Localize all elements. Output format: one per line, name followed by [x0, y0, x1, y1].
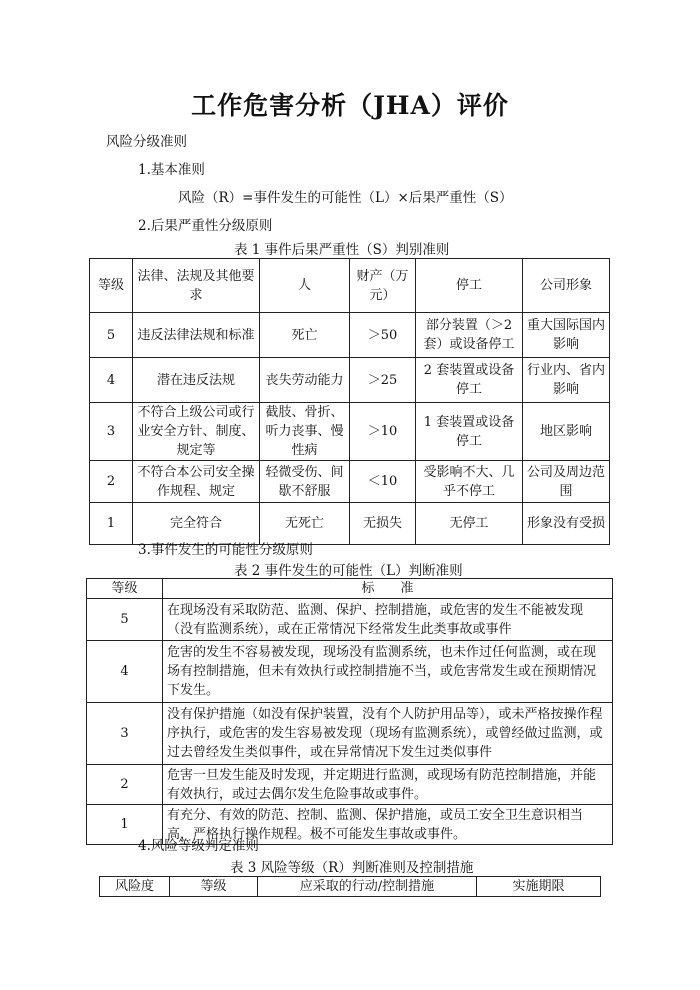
cell-stop: 受影响不大、几乎不停工 — [416, 461, 523, 503]
cell-person: 丧失劳动能力 — [260, 358, 350, 403]
section-2-label: 2.后果严重性分级原则 — [138, 218, 273, 234]
cell-criteria: 危害的发生不容易被发现，现场没有监测系统，也未作过任何监测，或在现场有控制措施，但未有效执行或控制措施不当，或危害常发生或在预期情况下发生。 — [163, 641, 613, 703]
cell-image: 行业内、省内影响 — [523, 358, 610, 403]
cell-grade: 5 — [87, 599, 163, 641]
cell-criteria: 危害一旦发生能及时发现，并定期进行监测，或现场有防范控制措施，并能有效执行，或过去偶尔发生危险事故或事件。 — [163, 765, 613, 805]
table-row — [90, 461, 610, 503]
section-4-label: 4.风险等级判定准则 — [138, 838, 259, 854]
cell-grade: 2 — [87, 765, 163, 805]
cell-image: 公司及周边范围 — [523, 461, 610, 503]
section-3-label: 3.事件发生的可能性分级原则 — [138, 542, 313, 558]
cell-criteria: 没有保护措施（如没有保护装置，没有个人防护用品等），或未严格按操作程序执行，或危害的发生容易被发现（现场有监测系统），或曾经做过监测，或过去曾经发生类似事件，或在异常情况下发生过类似事件 — [163, 703, 613, 765]
table-header-row — [100, 877, 601, 897]
cell-law: 不符合上级公司或行业安全方针、制度、规定等 — [133, 403, 260, 461]
header-deadline: 实施期限 — [477, 877, 601, 897]
table-1-caption: 表 1 事件后果严重性（S）判别准则 — [234, 242, 450, 258]
cell-image: 形象没有受损 — [523, 503, 610, 545]
cell-property: ＞25 — [350, 358, 416, 403]
header-grade: 等级 — [90, 259, 133, 313]
cell-grade: 3 — [90, 403, 133, 461]
cell-grade: 1 — [87, 805, 163, 845]
risk-grade-table — [99, 876, 601, 897]
cell-criteria: 有充分、有效的防范、控制、监测、保护措施，或员工安全卫生意识相当高，严格执行操作规程。极不可能发生事故或事件。 — [163, 805, 613, 845]
header-law: 法律、法规及其他要求 — [133, 259, 260, 313]
cell-grade: 3 — [87, 703, 163, 765]
cell-person: 死亡 — [260, 313, 350, 358]
table-row — [90, 313, 610, 358]
header-criteria: 标 准 — [163, 579, 613, 599]
section-heading: 风险分级准则 — [106, 134, 187, 150]
cell-person: 轻微受伤、间歇不舒服 — [260, 461, 350, 503]
cell-property: ＞50 — [350, 313, 416, 358]
page-title: 工作危害分析（JHA）评价 — [191, 91, 509, 120]
table-row — [87, 765, 613, 805]
table-2-caption: 表 2 事件发生的可能性（L）判断准则 — [234, 563, 463, 579]
cell-stop: 无停工 — [416, 503, 523, 545]
cell-grade: 5 — [90, 313, 133, 358]
cell-property: 无损失 — [350, 503, 416, 545]
table-header-row — [87, 579, 613, 599]
cell-law: 违反法律法规和标准 — [133, 313, 260, 358]
table-row — [87, 641, 613, 703]
header-stop: 停工 — [416, 259, 523, 313]
severity-table — [89, 258, 610, 545]
table-3-caption: 表 3 风险等级（R）判断准则及控制措施 — [230, 860, 474, 876]
table-row — [87, 599, 613, 641]
header-property: 财产（万元） — [350, 259, 416, 313]
cell-property: ＞10 — [350, 403, 416, 461]
cell-law: 完全符合 — [133, 503, 260, 545]
likelihood-table — [86, 578, 613, 845]
section-1-label: 1.基本准则 — [138, 162, 205, 178]
cell-stop: 2 套装置或设备停工 — [416, 358, 523, 403]
table-row — [90, 403, 610, 461]
header-image: 公司形象 — [523, 259, 610, 313]
cell-grade: 1 — [90, 503, 133, 545]
cell-grade: 2 — [90, 461, 133, 503]
cell-image: 地区影响 — [523, 403, 610, 461]
cell-stop: 1 套装置或设备停工 — [416, 403, 523, 461]
cell-law: 潜在违反法规 — [133, 358, 260, 403]
risk-formula: 风险（R）=事件发生的可能性（L）×后果严重性（S） — [178, 190, 513, 206]
cell-property: ＜10 — [350, 461, 416, 503]
cell-grade: 4 — [87, 641, 163, 703]
header-level: 等级 — [170, 877, 258, 897]
cell-criteria: 在现场没有采取防范、监测、保护、控制措施，或危害的发生不能被发现（没有监测系统），或在正常情况下经常发生此类事故或事件 — [163, 599, 613, 641]
header-action: 应采取的行动/控制措施 — [258, 877, 477, 897]
table-header-row — [90, 259, 610, 313]
cell-law: 不符合本公司安全操作规程、规定 — [133, 461, 260, 503]
cell-grade: 4 — [90, 358, 133, 403]
cell-person: 截肢、骨折、听力丧事、慢性病 — [260, 403, 350, 461]
cell-person: 无死亡 — [260, 503, 350, 545]
header-grade: 等级 — [87, 579, 163, 599]
table-row — [87, 703, 613, 765]
cell-image: 重大国际国内影响 — [523, 313, 610, 358]
header-risk-degree: 风险度 — [100, 877, 170, 897]
header-person: 人 — [260, 259, 350, 313]
cell-stop: 部分装置（＞2套）或设备停工 — [416, 313, 523, 358]
table-row — [90, 358, 610, 403]
